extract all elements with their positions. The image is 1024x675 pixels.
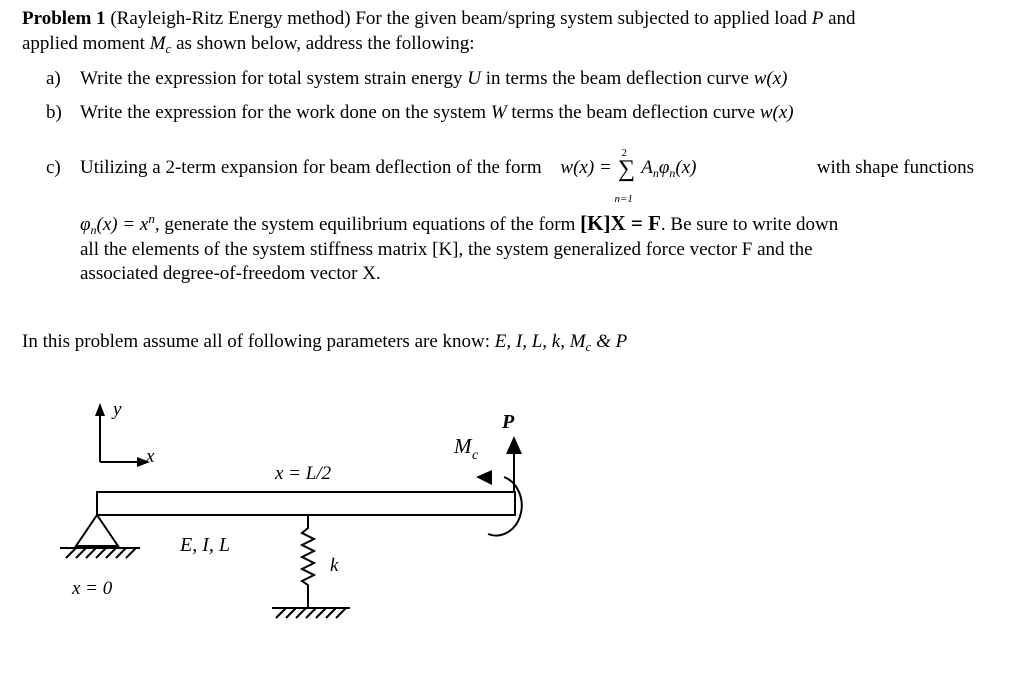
- item-b-text-2: terms the beam deflection curve: [511, 102, 756, 123]
- deflection-symbol: w(x): [759, 102, 794, 123]
- origin-label: x = 0: [72, 578, 113, 599]
- item-a-marker: a): [46, 68, 61, 89]
- moment-symbol-subscript: c: [165, 41, 172, 56]
- shape-function-power: n: [148, 211, 155, 226]
- intro-text-end: as shown below, address the following:: [176, 33, 475, 54]
- load-label: P: [502, 411, 515, 433]
- formula-arg: (x): [675, 157, 697, 178]
- moment-label-subscript: c: [472, 448, 479, 463]
- shape-function-phi: φ: [80, 214, 91, 235]
- y-axis-label: y: [113, 399, 122, 420]
- item-c-text-4: . Be sure to write down: [660, 214, 839, 235]
- strain-energy-symbol: U: [467, 68, 481, 89]
- x-axis-label: x: [146, 446, 155, 467]
- item-c-text-1: Utilizing a 2-term expansion for beam deflection of the form: [80, 157, 542, 178]
- intro-text: applied moment: [22, 33, 145, 54]
- deflection-symbol: w(x): [753, 68, 788, 89]
- item-a-text-2: in terms the beam deflection curve: [485, 68, 749, 89]
- assumption-params-end: & P: [596, 331, 628, 352]
- mid-span-label: x = L/2: [275, 463, 332, 484]
- work-symbol: W: [490, 102, 507, 123]
- item-c-marker: c): [46, 157, 61, 178]
- shape-function-subscript: n: [90, 223, 97, 237]
- beam-properties-label: E, I, L: [180, 534, 230, 556]
- formula-subscript-n: n: [652, 166, 659, 180]
- coordinate-axes: [100, 415, 142, 462]
- moment-symbol-letter: M: [149, 33, 166, 54]
- summation-symbol: ∑ 2 n=1: [617, 158, 637, 180]
- formula-subscript-n2: n: [669, 166, 676, 180]
- item-c-text-5: all the elements of the system stiffness matrix [K], the system generalized force vector F and the: [80, 239, 813, 260]
- formula-coefficient: A: [641, 157, 653, 178]
- moment-label: M: [454, 434, 472, 458]
- problem-intro-and: and: [828, 8, 856, 29]
- moment-arrow-head: [476, 470, 492, 485]
- load-arrow-head: [506, 436, 522, 454]
- problem-title: (Rayleigh-Ritz Energy method): [110, 8, 351, 29]
- item-b-marker: b): [46, 102, 62, 123]
- item-c-text-6: associated degree-of-freedom vector X.: [80, 263, 381, 284]
- sum-upper-limit: 2: [621, 147, 627, 159]
- beam: [97, 492, 515, 515]
- assumption-text: In this problem assume all of following parameters are know:: [22, 331, 491, 352]
- assumption-params-subscript: c: [585, 339, 592, 354]
- item-b-text-1: Write the expression for the work done on the system: [80, 102, 487, 123]
- pin-support: [60, 515, 140, 558]
- problem-label: Problem 1: [22, 8, 106, 29]
- assumption-params: E, I, L, k, M: [494, 331, 586, 352]
- sum-lower-limit: n=1: [614, 193, 633, 205]
- equilibrium-form: [K]X = F: [580, 211, 661, 235]
- problem-intro-text: For the given beam/spring system subjected to applied load: [355, 8, 808, 29]
- y-axis-arrowhead: [95, 403, 105, 416]
- load-symbol: P: [811, 8, 824, 29]
- item-c-text-3: , generate the system equilibrium equations of the form: [154, 214, 576, 235]
- formula-phi: φ: [658, 157, 670, 178]
- item-a-text-1: Write the expression for total system strain energy: [80, 68, 463, 89]
- shape-function-eq: (x) = x: [96, 214, 149, 235]
- spring-stiffness-label: k: [330, 555, 339, 576]
- item-c-text-2: with shape functions: [816, 157, 974, 178]
- formula-left: w(x) =: [560, 157, 612, 178]
